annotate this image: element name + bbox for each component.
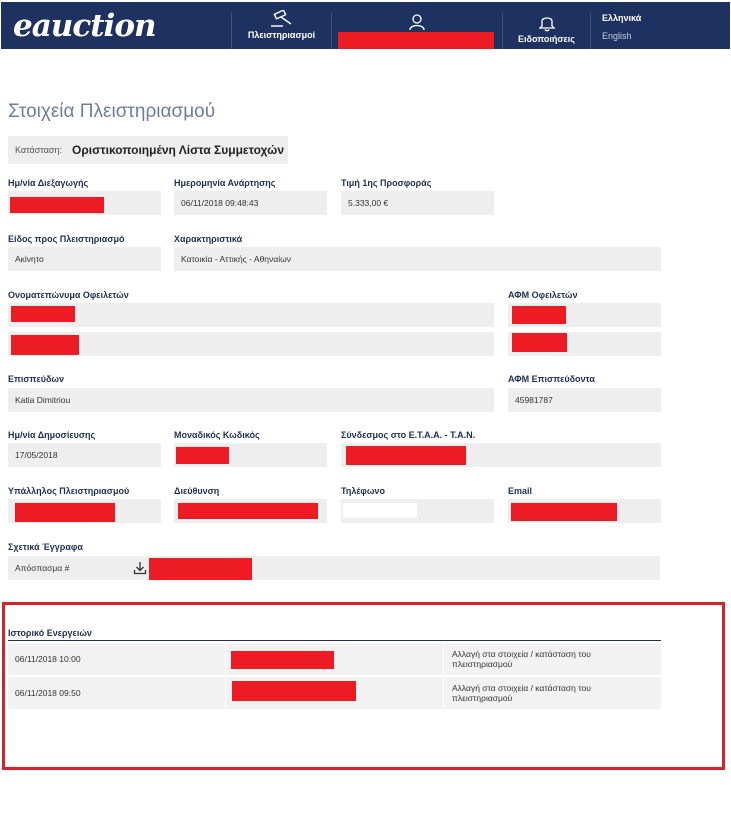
debtors-tax-label: ΑΦΜ Οφειλετών xyxy=(508,290,578,300)
document-row xyxy=(8,556,660,580)
redacted-document-link xyxy=(149,558,252,580)
documents-label: Σχετικά Έγγραφα xyxy=(8,542,83,552)
address-label: Διεύθυνση xyxy=(174,486,220,496)
redacted-auction-date xyxy=(10,197,104,213)
employee-label: Υπάλληλος Πλειστηριασμού xyxy=(8,486,130,496)
nav-notifications[interactable] xyxy=(503,2,590,49)
redacted-debtor-name-2 xyxy=(11,335,79,355)
pursuer-tax-field: 45981787 xyxy=(508,388,661,412)
column-divider xyxy=(443,677,444,709)
nav-divider xyxy=(590,12,591,49)
redacted-email xyxy=(511,503,617,521)
language-english[interactable]: English xyxy=(602,31,632,41)
nav-auctions-label: Πλειστηριασμοί xyxy=(247,30,316,40)
phone-label: Τηλέφωνο xyxy=(341,486,385,496)
posting-date-field: 06/11/2018 09:48:43 xyxy=(174,191,327,215)
redacted-history-user-2 xyxy=(232,681,356,701)
redacted-phone xyxy=(343,503,417,518)
redacted-username xyxy=(338,32,494,49)
gavel-icon xyxy=(269,10,295,28)
language-greek[interactable]: Ελληνικά xyxy=(602,13,642,23)
features-label: Χαρακτηριστικά xyxy=(174,234,243,244)
download-icon[interactable] xyxy=(133,561,147,575)
redacted-history-user-1 xyxy=(231,651,334,669)
nav-auctions[interactable] xyxy=(232,2,331,49)
history-date: 06/11/2018 10:00 xyxy=(15,654,81,664)
bell-icon xyxy=(538,13,556,32)
history-date: 06/11/2018 09:50 xyxy=(15,688,81,698)
column-divider xyxy=(225,677,226,709)
history-title: Ιστορικό Ενεργειών xyxy=(8,628,92,638)
document-name: Απόσπασμα # xyxy=(15,563,70,573)
unique-code-label: Μοναδικός Κωδικός xyxy=(174,430,260,440)
redacted-debtor-tax-2 xyxy=(512,333,567,352)
item-type-field: Ακίνητο xyxy=(8,247,161,271)
column-divider xyxy=(225,643,226,675)
history-row xyxy=(8,643,661,675)
history-divider xyxy=(8,640,661,641)
pursuer-label: Επισπεύδων xyxy=(8,374,65,384)
status-value: Οριστικοποιημένη Λίστα Συμμετοχών xyxy=(71,143,284,157)
posting-date-label: Ημερομηνία Ανάρτησης xyxy=(174,178,276,188)
first-offer-label: Τιμή 1ης Προσφοράς xyxy=(341,178,432,188)
page-title: Στοιχεία Πλειστηριασμού xyxy=(8,101,216,122)
pursuer-field: Katia Dimitriou xyxy=(8,388,494,412)
redacted-employee xyxy=(15,503,115,522)
item-type-label: Είδος προς Πλειστηριασμό xyxy=(8,234,125,244)
email-label: Email xyxy=(508,486,533,496)
auction-status xyxy=(8,136,288,164)
redacted-address xyxy=(178,503,318,519)
pursuer-tax-label: ΑΦΜ Επισπεύδοντα xyxy=(508,374,595,384)
history-action: Αλλαγή στα στοιχεία / κατάσταση του πλειστηριασμού xyxy=(452,649,591,669)
debtors-label: Ονοματεπώνυμα Οφειλετών xyxy=(8,290,129,300)
history-action: Αλλαγή στα στοιχεία / κατάσταση του πλειστηριασμού xyxy=(452,683,591,703)
first-offer-field: 5.333,00 € xyxy=(341,191,494,215)
user-icon xyxy=(408,13,426,31)
debtor-name-field-1 xyxy=(8,303,494,327)
debtor-name-field-2 xyxy=(8,332,494,356)
status-label: Κατάσταση: xyxy=(15,145,62,155)
etaa-link-label: Σύνδεσμος στο Ε.Τ.Α.Α. - Τ.Α.Ν. xyxy=(341,430,476,440)
publication-date-field: 17/05/2018 xyxy=(8,443,161,467)
features-field: Κατοικία - Αττικής - Αθηναίων xyxy=(174,247,661,271)
auction-date-label: Ημ/νία Διεξαγωγής xyxy=(8,178,89,188)
publication-date-label: Ημ/νία Δημοσίευσης xyxy=(8,430,96,440)
redacted-unique-code xyxy=(176,447,229,464)
column-divider xyxy=(443,643,444,675)
top-navigation-bar xyxy=(1,2,730,49)
redacted-debtor-name-1 xyxy=(11,306,75,322)
nav-notifications-label: Ειδοποιήσεις xyxy=(518,34,575,44)
redacted-etaa-link xyxy=(346,446,466,465)
eauction-logo[interactable]: eauction xyxy=(13,8,156,44)
redacted-debtor-tax-1 xyxy=(512,306,566,324)
